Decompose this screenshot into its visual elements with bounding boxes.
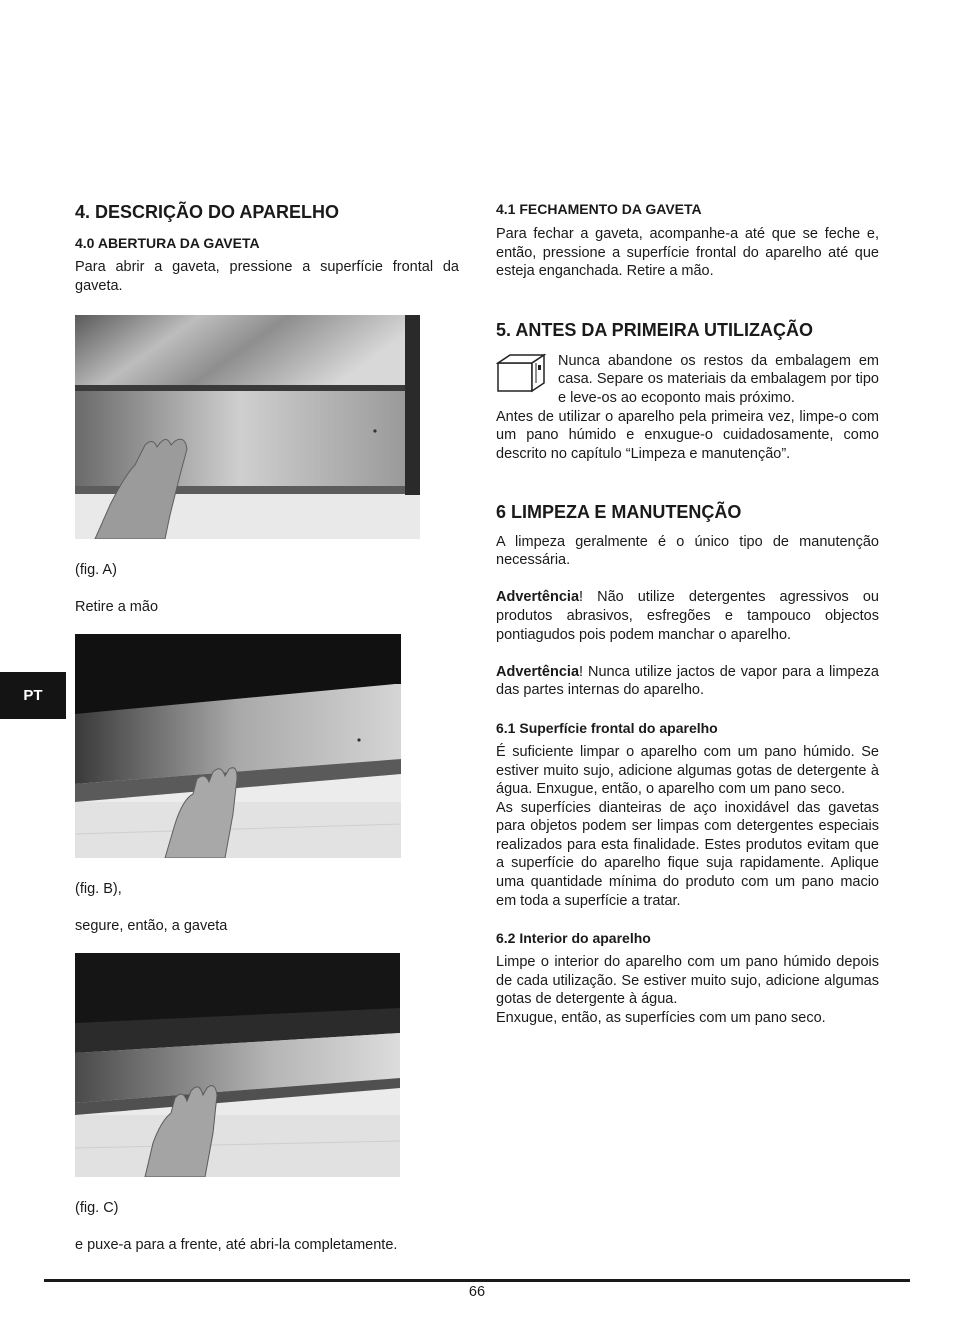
packaging-box-icon	[496, 353, 548, 398]
fig-b-photo	[75, 634, 401, 858]
fig-c-photo	[75, 953, 400, 1177]
packaging-note	[496, 352, 879, 408]
fig-a-photo	[75, 315, 420, 539]
fig-a-caption: (fig. A)	[75, 562, 117, 578]
section-4-1-title: 4.1 FECHAMENTO DA GAVETA	[496, 201, 702, 217]
warning-1-label: Advertência	[496, 589, 580, 606]
section-4-0-title: 4.0 ABERTURA DA GAVETA	[75, 235, 260, 251]
warning-2-label: Advertência	[496, 663, 580, 680]
right-column	[496, 200, 879, 1028]
section-6-2-text-1: Limpe o interior do aparelho com um pano húmido depois de cada utilização. Se estiver muito sujo, adicione algumas gotas de detergente à água.	[496, 954, 879, 1008]
step-puxe: e puxe-a para a frente, até abri-la completamente.	[75, 1237, 398, 1253]
section-6-1-text-1: É suficiente limpar o aparelho com um pano húmido. Se estiver muito sujo, adicione algumas gotas de detergente à água. Enxugue, então, o aparelho com um pano seco.	[496, 743, 879, 798]
footer-rule	[44, 1279, 910, 1282]
section-6-2-title: 6.2 Interior do aparelho	[496, 930, 651, 947]
fig-c-caption: (fig. C)	[75, 1200, 119, 1216]
warning-1-text: ! Não utilize detergentes agressivos ou produtos abrasivos, esfregões e tampouco objectos pontiagudos pois podem manchar o aparelho.	[496, 589, 879, 643]
packaging-note-text: Nunca abandone os restos da embalagem em casa. Separe os materiais da embalagem por tipo e leve-os ao ecoponto mais próximo.	[558, 352, 879, 406]
page-number: 66	[468, 1284, 486, 1300]
warning-2	[496, 663, 879, 700]
section-5-text: Antes de utilizar o aparelho pela primeira vez, limpe-o com um pano húmido e enxugue-o cuidadosamente, como descrito no capítulo “Limpeza e manutenção”.	[496, 408, 879, 462]
step-segure: segure, então, a gaveta	[75, 918, 228, 934]
warning-2-text: ! Nunca utilize jactos de vapor para a limpeza das partes internas do aparelho.	[496, 663, 879, 699]
step-retire: Retire a mão	[75, 599, 159, 615]
section-6-1-title: 6.1 Superfície frontal do aparelho	[496, 719, 718, 736]
section-4-0-intro: Para abrir a gaveta, pressione a superfície frontal da gaveta.	[75, 259, 459, 294]
section-6-intro: A limpeza geralmente é o único tipo de manutenção necessária.	[496, 533, 879, 569]
language-tab: PT	[0, 672, 66, 719]
section-6-title: 6 LIMPEZA E MANUTENÇÃO	[496, 501, 742, 522]
warning-1	[496, 588, 879, 644]
left-column	[75, 200, 459, 295]
fig-b-caption: (fig. B),	[75, 881, 122, 897]
section-6-2-text-2: Enxugue, então, as superfícies com um pano seco.	[496, 1010, 826, 1027]
section-4-title: 4. DESCRIÇÃO DO APARELHO	[75, 202, 340, 222]
section-6-1-text-2: As superfícies dianteiras de aço inoxidável das gavetas para objetos podem ser limpas com detergentes especiais realizados para esta finalidade. Estes produtos evitam que a superfície do aparelho fique suja rapidamente. Aplique uma quantidade mínima do produto com um pano macio em toda a superfície a tratar.	[496, 799, 879, 909]
section-5-title: 5. ANTES DA PRIMEIRA UTILIZAÇÃO	[496, 319, 814, 340]
section-4-1-text: Para fechar a gaveta, acompanhe-a até que se feche e, então, pressione a superfície frontal do aparelho até que esteja enganchada. Retire a mão.	[496, 226, 879, 280]
